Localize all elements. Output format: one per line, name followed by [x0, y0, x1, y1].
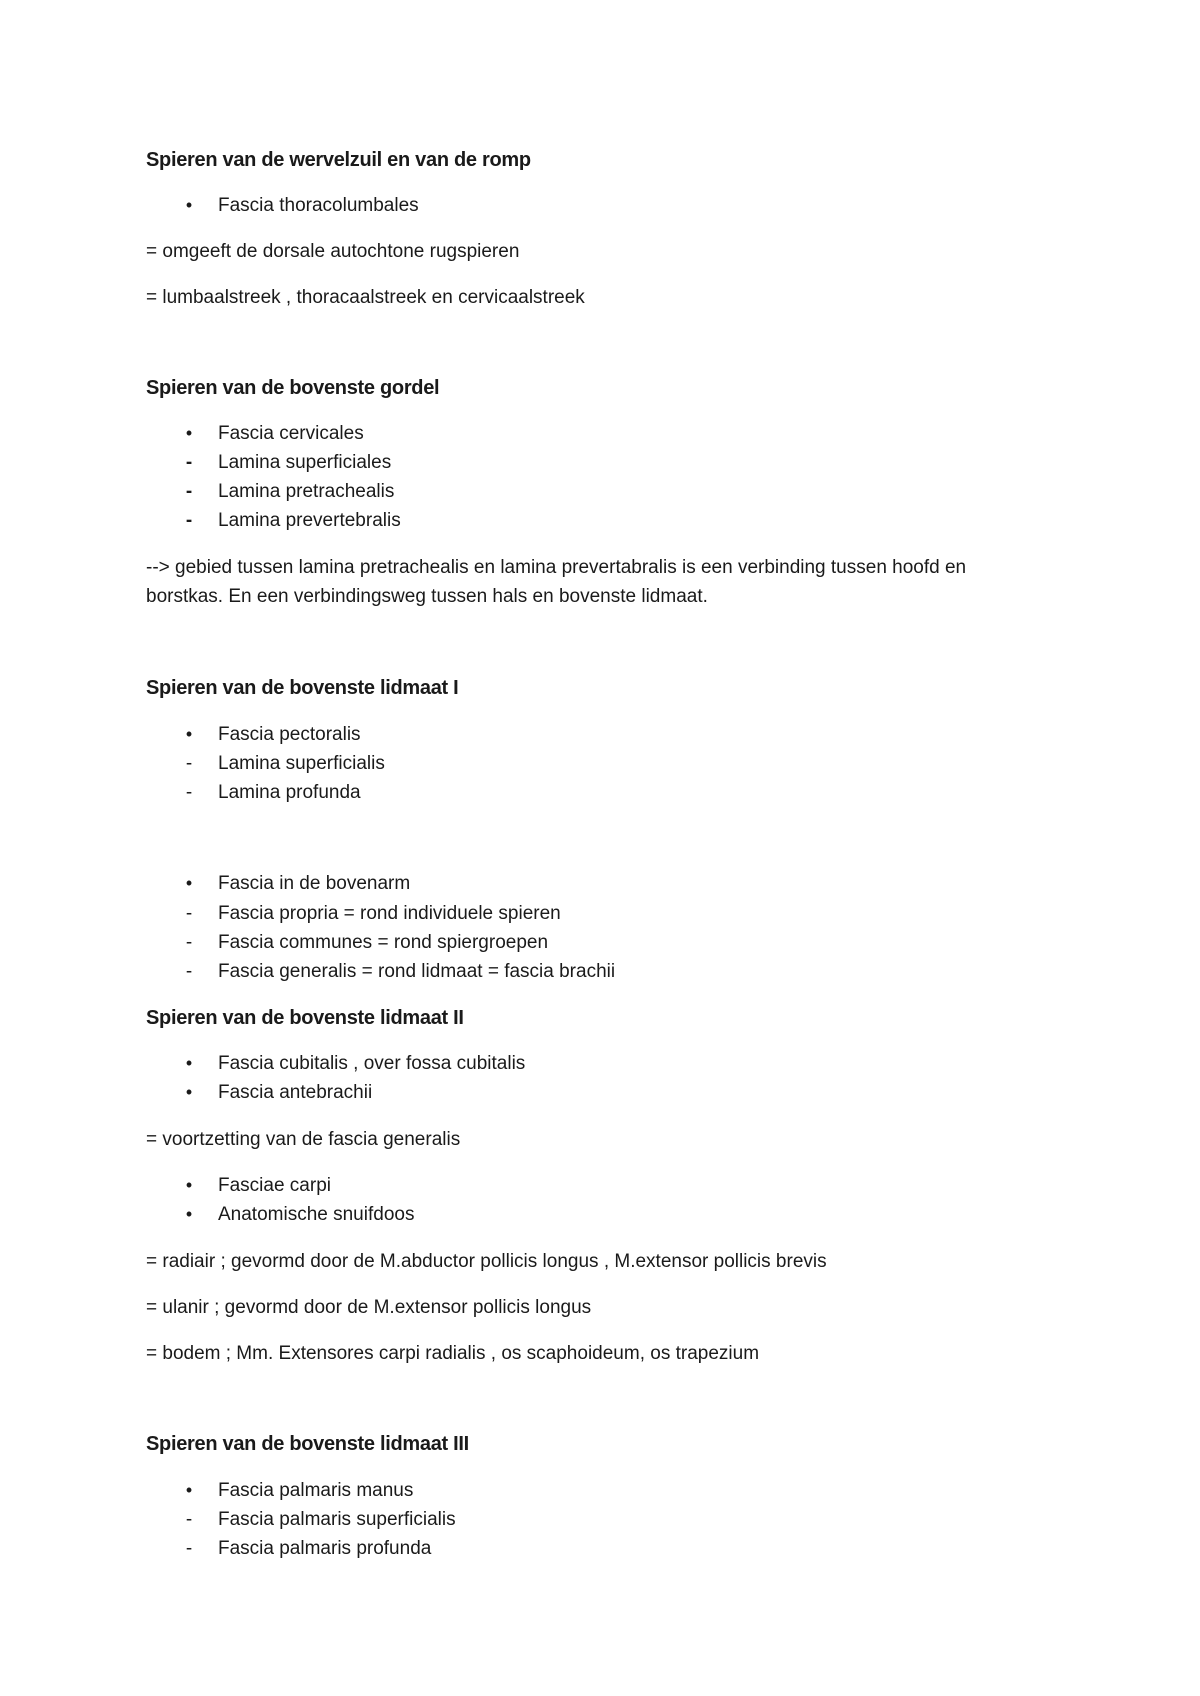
list-item: Fascia propria = rond individuele spieren [218, 903, 561, 924]
list-item: Lamina superficiales [218, 452, 392, 473]
dash-marker: - [185, 1538, 193, 1559]
list-item: Fascia palmaris superficialis [218, 1509, 456, 1530]
list-item: Fascia antebrachii [218, 1082, 373, 1103]
list-item: Lamina superficialis [218, 753, 385, 774]
bullet-marker: • [185, 724, 193, 744]
note-line: --> gebied tussen lamina pretrachealis en lamina prevertabralis is een verbinding tussen hoofd en [146, 557, 967, 578]
list-item: Fascia palmaris profunda [218, 1538, 432, 1559]
list-item: Lamina pretrachealis [218, 481, 395, 502]
dash-marker: - [185, 1509, 193, 1530]
list-item: Lamina profunda [218, 782, 361, 803]
section-heading: Spieren van de bovenste lidmaat III [146, 1433, 469, 1455]
bullet-marker: • [185, 1053, 193, 1073]
list-item: Fascia thoracolumbales [218, 195, 419, 216]
note-line: borstkas. En een verbindingsweg tussen hals en bovenste lidmaat. [146, 586, 708, 607]
dash-marker: - [185, 782, 193, 803]
section-heading: Spieren van de wervelzuil en van de romp [146, 149, 531, 171]
bullet-marker: • [185, 1082, 193, 1102]
list-item: Fascia communes = rond spiergroepen [218, 932, 549, 953]
list-item: Fascia pectoralis [218, 724, 361, 745]
list-item: Fascia generalis = rond lidmaat = fascia brachii [218, 961, 616, 982]
dash-marker: - [185, 481, 193, 502]
list-item: Anatomische snuifdoos [218, 1204, 415, 1225]
dash-marker: - [185, 903, 193, 924]
bullet-marker: • [185, 873, 193, 893]
dash-marker: - [185, 961, 193, 982]
note-line: = ulanir ; gevormd door de M.extensor pollicis longus [146, 1297, 592, 1318]
note-line: = radiair ; gevormd door de M.abductor pollicis longus , M.extensor pollicis brevis [146, 1251, 827, 1272]
list-item: Fascia palmaris manus [218, 1480, 414, 1501]
list-item: Fascia in de bovenarm [218, 873, 411, 894]
note-line: = omgeeft de dorsale autochtone rugspieren [146, 241, 520, 262]
bullet-marker: • [185, 1175, 193, 1195]
section-heading: Spieren van de bovenste gordel [146, 377, 440, 399]
dash-marker: - [185, 510, 193, 531]
dash-marker: - [185, 452, 193, 473]
bullet-marker: • [185, 423, 193, 443]
dash-marker: - [185, 753, 193, 774]
list-item: Fascia cervicales [218, 423, 364, 444]
list-item: Lamina prevertebralis [218, 510, 401, 531]
section-heading: Spieren van de bovenste lidmaat II [146, 1007, 464, 1029]
section-heading: Spieren van de bovenste lidmaat I [146, 677, 459, 699]
list-item: Fasciae carpi [218, 1175, 331, 1196]
note-line: = bodem ; Mm. Extensores carpi radialis , os scaphoideum, os trapezium [146, 1343, 760, 1364]
bullet-marker: • [185, 195, 193, 215]
list-item: Fascia cubitalis , over fossa cubitalis [218, 1053, 526, 1074]
bullet-marker: • [185, 1480, 193, 1500]
dash-marker: - [185, 932, 193, 953]
bullet-marker: • [185, 1204, 193, 1224]
note-line: = voortzetting van de fascia generalis [146, 1129, 461, 1150]
note-line: = lumbaalstreek , thoracaalstreek en cervicaalstreek [146, 287, 585, 308]
